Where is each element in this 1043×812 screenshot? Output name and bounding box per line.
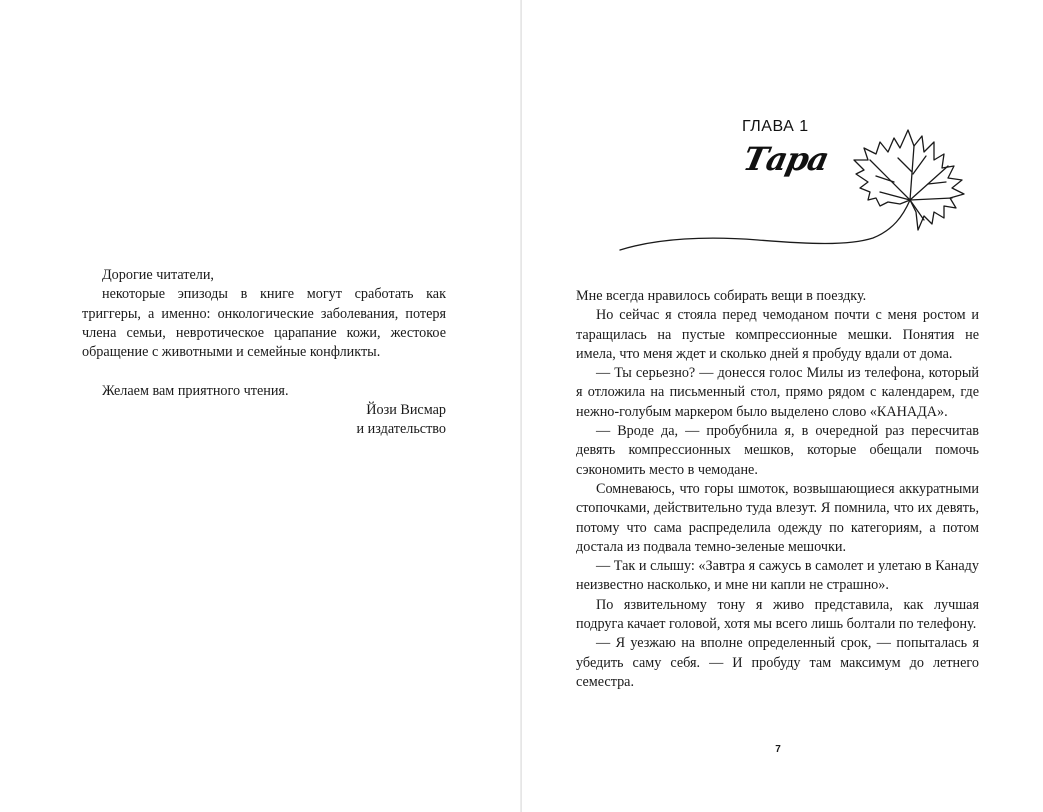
paragraph: — Я уезжаю на вполне определенный срок, — попыталась я убедить саму себя. — И пробуду там максимум до летнего семестра. bbox=[576, 635, 979, 690]
left-page bbox=[0, 0, 521, 812]
paragraph: По язвительному тону я живо представила, как лучшая подруга качает головой, хотя мы всего лишь болтали по телефону. bbox=[576, 596, 979, 633]
content-warning bbox=[82, 266, 446, 440]
paragraph: — Ты серьезно? — донесся голос Милы из телефона, который я отложила на письменный стол, прямо рядом с календарем, где нежно-голубым маркером было выделено слово «КАНАДА». bbox=[576, 365, 979, 420]
paragraph: Мне всегда нравилось собирать вещи в поездку. bbox=[576, 288, 867, 304]
warning-body: некоторые эпизоды в книге могут сработать как триггеры, а именно: онкологические заболевания, потеря члена семьи, невротическое царапание кожи, жестокое обращение с животными и семейные конфликты. bbox=[82, 286, 446, 361]
paragraph: — Так и слышу: «Завтра я сажусь в самолет и улетаю в Канаду неизвестно насколько, и мне ни капли не страшно». bbox=[576, 558, 979, 594]
warning-greeting: Дорогие читатели, bbox=[102, 267, 214, 283]
paragraph: Но сейчас я стояла перед чемоданом почти с меня ростом и таращилась на пустые компрессионные мешки. Понятия не имела, что меня ждет и сколько дней я пробуду вдали от дома. bbox=[576, 307, 979, 362]
paragraph: Сомневаюсь, что горы шмоток, возвышающиеся аккуратными стопочками, действительно туда влезут. Я помнила, что их девять, потому что сама распределила одежду по категориям, а потом достала из подвала темно-зеленые мешочки. bbox=[576, 480, 979, 555]
right-page bbox=[522, 0, 1043, 812]
chapter-label: ГЛАВА 1 bbox=[742, 118, 809, 135]
signature-author: Йози Висмар bbox=[366, 402, 446, 419]
warning-wish: Желаем вам приятного чтения. bbox=[102, 382, 289, 399]
chapter-title: Тара bbox=[739, 140, 832, 178]
signature-publisher: и издательство bbox=[356, 421, 446, 438]
paragraph: — Вроде да, — пробубнила я, в очередной раз пересчитав девять компрессионных мешков, которые обещали помочь сэкономить место в чемодане. bbox=[576, 423, 979, 478]
chapter-text bbox=[576, 287, 979, 692]
page-number: 7 bbox=[775, 744, 781, 755]
